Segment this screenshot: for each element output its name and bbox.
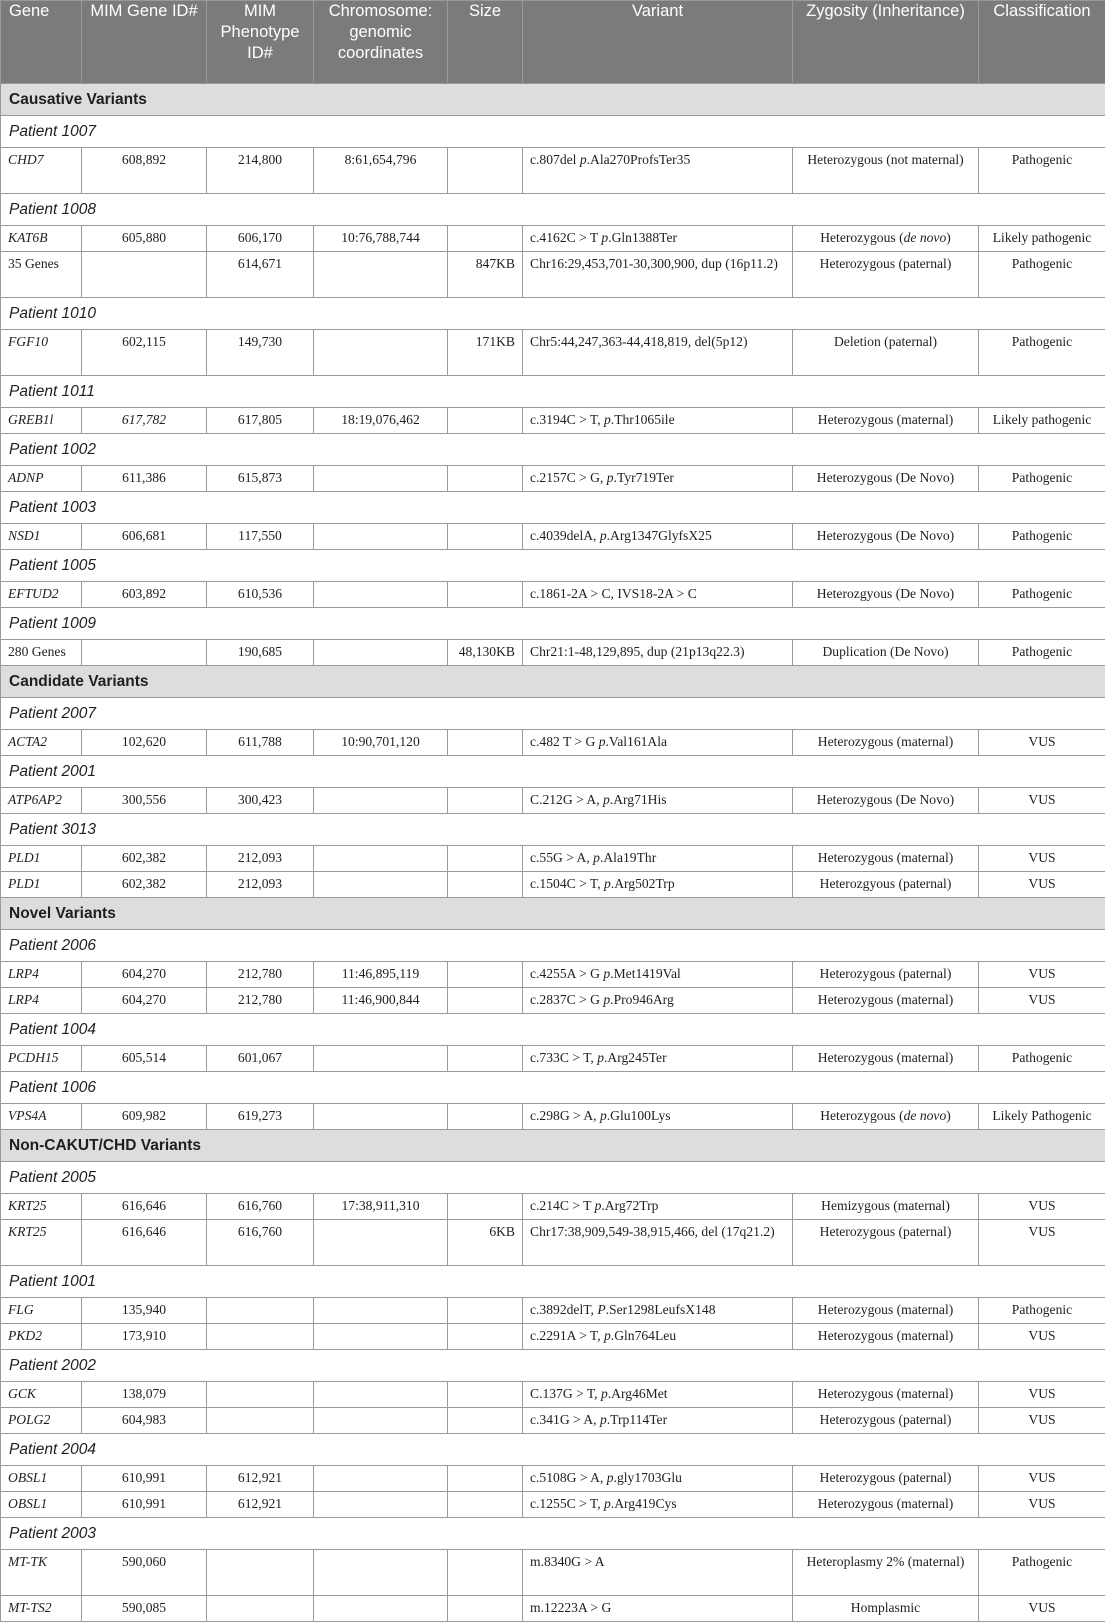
- section-header: [1, 898, 1105, 930]
- cell-chromosome: [314, 1046, 448, 1072]
- cell-mim-phenotype: 619,273: [207, 1104, 314, 1130]
- cell-chromosome: [314, 524, 448, 550]
- cell-variant: c.3892delT, P.Ser1298LeufsX148: [523, 1298, 793, 1324]
- cell-chromosome: [314, 466, 448, 492]
- patient-label: Patient 2001: [1, 756, 1105, 788]
- cell-mim-gene: 602,382: [82, 872, 207, 898]
- header-chromosome: Chromosome: genomic coordinates: [314, 1, 448, 84]
- cell-variant: c.482 T > G p.Val161Ala: [523, 730, 793, 756]
- cell-mim-gene: 616,646: [82, 1194, 207, 1220]
- cell-variant: c.2291A > T, p.Gln764Leu: [523, 1324, 793, 1350]
- cell-classification: Pathogenic: [979, 582, 1105, 608]
- patient-header: [1, 298, 1105, 330]
- cell-chromosome: [314, 872, 448, 898]
- cell-mim-phenotype: 117,550: [207, 524, 314, 550]
- section-title: Causative Variants: [1, 84, 1105, 116]
- cell-size: [448, 148, 523, 194]
- cell-mim-phenotype: 611,788: [207, 730, 314, 756]
- cell-mim-gene: 603,892: [82, 582, 207, 608]
- cell-variant: C.137G > T, p.Arg46Met: [523, 1382, 793, 1408]
- patient-label: Patient 2007: [1, 698, 1105, 730]
- cell-chromosome: 10:76,788,744: [314, 226, 448, 252]
- cell-classification: VUS: [979, 872, 1105, 898]
- table-row: [1, 1408, 1105, 1434]
- patient-header: [1, 1072, 1105, 1104]
- cell-gene: CHD7: [1, 148, 82, 194]
- section-header: [1, 1130, 1105, 1162]
- patient-header: [1, 492, 1105, 524]
- cell-gene: 35 Genes: [1, 252, 82, 298]
- cell-gene: NSD1: [1, 524, 82, 550]
- cell-size: 48,130KB: [448, 640, 523, 666]
- patient-header: [1, 1014, 1105, 1046]
- cell-size: [448, 788, 523, 814]
- patient-label: Patient 1008: [1, 194, 1105, 226]
- cell-gene: FLG: [1, 1298, 82, 1324]
- cell-chromosome: 11:46,900,844: [314, 988, 448, 1014]
- cell-zygosity: Heterozygous (maternal): [793, 730, 979, 756]
- patient-header: [1, 1266, 1105, 1298]
- cell-mim-phenotype: 616,760: [207, 1220, 314, 1266]
- cell-classification: VUS: [979, 1324, 1105, 1350]
- section-header: [1, 666, 1105, 698]
- cell-mim-phenotype: [207, 1596, 314, 1622]
- cell-chromosome: [314, 330, 448, 376]
- section-title: Novel Variants: [1, 898, 1105, 930]
- cell-classification: VUS: [979, 846, 1105, 872]
- cell-zygosity: Heterozygous (De Novo): [793, 466, 979, 492]
- cell-classification: Pathogenic: [979, 466, 1105, 492]
- cell-chromosome: [314, 1220, 448, 1266]
- table-row: [1, 524, 1105, 550]
- table-row: [1, 1104, 1105, 1130]
- header-size: Size: [448, 1, 523, 84]
- cell-size: [448, 226, 523, 252]
- patient-label: Patient 1010: [1, 298, 1105, 330]
- patient-header: [1, 1350, 1105, 1382]
- cell-variant: c.1861-2A > C, IVS18-2A > C: [523, 582, 793, 608]
- cell-zygosity: Heterozgyous (paternal): [793, 872, 979, 898]
- cell-chromosome: [314, 1324, 448, 1350]
- section-title: Candidate Variants: [1, 666, 1105, 698]
- cell-classification: Pathogenic: [979, 1550, 1105, 1596]
- header-classification: Classification: [979, 1, 1105, 84]
- table-row: [1, 148, 1105, 194]
- cell-mim-gene: 138,079: [82, 1382, 207, 1408]
- cell-gene: OBSL1: [1, 1492, 82, 1518]
- cell-mim-phenotype: 612,921: [207, 1492, 314, 1518]
- cell-size: [448, 988, 523, 1014]
- header-mim-gene: MIM Gene ID#: [82, 1, 207, 84]
- cell-zygosity: Heterozygous (maternal): [793, 988, 979, 1014]
- cell-mim-gene: 610,991: [82, 1492, 207, 1518]
- cell-gene: LRP4: [1, 962, 82, 988]
- cell-gene: LRP4: [1, 988, 82, 1014]
- cell-gene: ACTA2: [1, 730, 82, 756]
- patient-header: [1, 1434, 1105, 1466]
- cell-gene: FGF10: [1, 330, 82, 376]
- cell-mim-gene: 605,514: [82, 1046, 207, 1072]
- patient-label: Patient 1011: [1, 376, 1105, 408]
- cell-chromosome: [314, 1466, 448, 1492]
- cell-chromosome: [314, 1492, 448, 1518]
- cell-mim-phenotype: [207, 1550, 314, 1596]
- cell-chromosome: 8:61,654,796: [314, 148, 448, 194]
- cell-gene: 280 Genes: [1, 640, 82, 666]
- cell-gene: MT-TK: [1, 1550, 82, 1596]
- cell-gene: PLD1: [1, 846, 82, 872]
- table-row: [1, 1466, 1105, 1492]
- cell-variant: c.807del p.Ala270ProfsTer35: [523, 148, 793, 194]
- cell-size: [448, 1492, 523, 1518]
- cell-zygosity: Heteroplasmy 2% (maternal): [793, 1550, 979, 1596]
- cell-mim-phenotype: 300,423: [207, 788, 314, 814]
- cell-mim-phenotype: 616,760: [207, 1194, 314, 1220]
- cell-size: [448, 1194, 523, 1220]
- table-row: [1, 872, 1105, 898]
- cell-gene: KRT25: [1, 1194, 82, 1220]
- cell-variant: c.5108G > A, p.gly1703Glu: [523, 1466, 793, 1492]
- cell-mim-phenotype: [207, 1382, 314, 1408]
- cell-variant: m.12223A > G: [523, 1596, 793, 1622]
- cell-gene: POLG2: [1, 1408, 82, 1434]
- cell-size: [448, 1466, 523, 1492]
- table-row: [1, 988, 1105, 1014]
- cell-size: [448, 1596, 523, 1622]
- cell-mim-gene: 604,270: [82, 962, 207, 988]
- cell-zygosity: Hemizygous (maternal): [793, 1194, 979, 1220]
- cell-mim-phenotype: 212,093: [207, 846, 314, 872]
- cell-classification: Likely Pathogenic: [979, 1104, 1105, 1130]
- cell-mim-gene: 617,782: [82, 408, 207, 434]
- cell-variant: c.733C > T, p.Arg245Ter: [523, 1046, 793, 1072]
- table-row: [1, 1194, 1105, 1220]
- cell-size: [448, 846, 523, 872]
- cell-zygosity: Heterozygous (paternal): [793, 1466, 979, 1492]
- table-row: [1, 1596, 1105, 1622]
- table-row: [1, 466, 1105, 492]
- cell-zygosity: Heterozgyous (De Novo): [793, 582, 979, 608]
- table-row: [1, 408, 1105, 434]
- table-row: [1, 1492, 1105, 1518]
- cell-chromosome: 18:19,076,462: [314, 408, 448, 434]
- cell-zygosity: Heterozygous (De Novo): [793, 524, 979, 550]
- patient-header: [1, 434, 1105, 466]
- cell-zygosity: Heterozygous (de novo): [793, 1104, 979, 1130]
- cell-mim-gene: 590,085: [82, 1596, 207, 1622]
- cell-mim-phenotype: [207, 1408, 314, 1434]
- cell-size: [448, 962, 523, 988]
- table-row: [1, 788, 1105, 814]
- cell-variant: c.298G > A, p.Glu100Lys: [523, 1104, 793, 1130]
- patient-header: [1, 756, 1105, 788]
- cell-classification: Pathogenic: [979, 252, 1105, 298]
- cell-mim-gene: 135,940: [82, 1298, 207, 1324]
- cell-size: [448, 582, 523, 608]
- cell-classification: VUS: [979, 1194, 1105, 1220]
- cell-mim-phenotype: 212,780: [207, 988, 314, 1014]
- cell-gene: KAT6B: [1, 226, 82, 252]
- cell-classification: Pathogenic: [979, 524, 1105, 550]
- cell-mim-phenotype: 612,921: [207, 1466, 314, 1492]
- cell-zygosity: Heterozygous (paternal): [793, 252, 979, 298]
- cell-mim-phenotype: 614,671: [207, 252, 314, 298]
- cell-size: [448, 872, 523, 898]
- cell-zygosity: Heterozygous (paternal): [793, 962, 979, 988]
- cell-gene: ADNP: [1, 466, 82, 492]
- cell-variant: c.4039delA, p.Arg1347GlyfsX25: [523, 524, 793, 550]
- table-row: [1, 1550, 1105, 1596]
- cell-classification: Pathogenic: [979, 1046, 1105, 1072]
- patient-label: Patient 1007: [1, 116, 1105, 148]
- cell-classification: VUS: [979, 1596, 1105, 1622]
- header-variant: Variant: [523, 1, 793, 84]
- cell-classification: Likely pathogenic: [979, 408, 1105, 434]
- cell-chromosome: [314, 252, 448, 298]
- patient-header: [1, 194, 1105, 226]
- patient-header: [1, 116, 1105, 148]
- cell-classification: VUS: [979, 1492, 1105, 1518]
- cell-classification: Pathogenic: [979, 330, 1105, 376]
- cell-size: [448, 1298, 523, 1324]
- cell-chromosome: [314, 788, 448, 814]
- cell-gene: KRT25: [1, 1220, 82, 1266]
- cell-mim-gene: 590,060: [82, 1550, 207, 1596]
- cell-size: 6KB: [448, 1220, 523, 1266]
- cell-zygosity: Heterozygous (maternal): [793, 1298, 979, 1324]
- table-row: [1, 1220, 1105, 1266]
- cell-zygosity: Heterozygous (maternal): [793, 408, 979, 434]
- cell-size: 171KB: [448, 330, 523, 376]
- cell-size: [448, 466, 523, 492]
- patient-label: Patient 1001: [1, 1266, 1105, 1298]
- header-mim-phenotype: MIM Phenotype ID#: [207, 1, 314, 84]
- cell-classification: VUS: [979, 962, 1105, 988]
- cell-mim-phenotype: 615,873: [207, 466, 314, 492]
- cell-chromosome: 11:46,895,119: [314, 962, 448, 988]
- cell-chromosome: 10:90,701,120: [314, 730, 448, 756]
- patient-label: Patient 2002: [1, 1350, 1105, 1382]
- cell-zygosity: Heterozygous (paternal): [793, 1220, 979, 1266]
- cell-classification: Pathogenic: [979, 640, 1105, 666]
- cell-mim-gene: 300,556: [82, 788, 207, 814]
- patient-header: [1, 1162, 1105, 1194]
- cell-variant: c.4162C > T p.Gln1388Ter: [523, 226, 793, 252]
- cell-mim-gene: 609,982: [82, 1104, 207, 1130]
- cell-variant: Chr21:1-48,129,895, dup (21p13q22.3): [523, 640, 793, 666]
- cell-zygosity: Heterozygous (de novo): [793, 226, 979, 252]
- header-zygosity: Zygosity (Inheritance): [793, 1, 979, 84]
- cell-gene: ATP6AP2: [1, 788, 82, 814]
- cell-zygosity: Homplasmic: [793, 1596, 979, 1622]
- cell-variant: c.2837C > G p.Pro946Arg: [523, 988, 793, 1014]
- cell-chromosome: 17:38,911,310: [314, 1194, 448, 1220]
- cell-size: [448, 1550, 523, 1596]
- cell-mim-gene: 605,880: [82, 226, 207, 252]
- patient-label: Patient 1009: [1, 608, 1105, 640]
- cell-classification: VUS: [979, 788, 1105, 814]
- cell-mim-gene: 616,646: [82, 1220, 207, 1266]
- cell-zygosity: Deletion (paternal): [793, 330, 979, 376]
- cell-variant: C.212G > A, p.Arg71His: [523, 788, 793, 814]
- cell-chromosome: [314, 1298, 448, 1324]
- cell-mim-phenotype: 214,800: [207, 148, 314, 194]
- cell-classification: VUS: [979, 1382, 1105, 1408]
- cell-chromosome: [314, 640, 448, 666]
- cell-mim-gene: 608,892: [82, 148, 207, 194]
- patient-label: Patient 3013: [1, 814, 1105, 846]
- cell-variant: c.1504C > T, p.Arg502Trp: [523, 872, 793, 898]
- patient-header: [1, 814, 1105, 846]
- cell-gene: PLD1: [1, 872, 82, 898]
- cell-variant: Chr17:38,909,549-38,915,466, del (17q21.2): [523, 1220, 793, 1266]
- cell-mim-gene: 610,991: [82, 1466, 207, 1492]
- cell-chromosome: [314, 1550, 448, 1596]
- cell-variant: c.2157C > G, p.Tyr719Ter: [523, 466, 793, 492]
- cell-chromosome: [314, 1408, 448, 1434]
- cell-variant: c.214C > T p.Arg72Trp: [523, 1194, 793, 1220]
- cell-mim-gene: 602,115: [82, 330, 207, 376]
- cell-zygosity: Heterozygous (paternal): [793, 1408, 979, 1434]
- patient-header: [1, 930, 1105, 962]
- cell-zygosity: Heterozygous (maternal): [793, 1046, 979, 1072]
- cell-mim-phenotype: 610,536: [207, 582, 314, 608]
- patient-label: Patient 1004: [1, 1014, 1105, 1046]
- cell-zygosity: Heterozygous (maternal): [793, 1324, 979, 1350]
- cell-zygosity: Heterozygous (not maternal): [793, 148, 979, 194]
- header-gene: Gene: [1, 1, 82, 84]
- cell-zygosity: Heterozygous (De Novo): [793, 788, 979, 814]
- cell-classification: Pathogenic: [979, 148, 1105, 194]
- cell-size: [448, 1104, 523, 1130]
- cell-size: [448, 524, 523, 550]
- patient-header: [1, 376, 1105, 408]
- cell-size: [448, 730, 523, 756]
- cell-variant: Chr16:29,453,701-30,300,900, dup (16p11.2): [523, 252, 793, 298]
- cell-variant: m.8340G > A: [523, 1550, 793, 1596]
- cell-chromosome: [314, 1596, 448, 1622]
- cell-mim-gene: 102,620: [82, 730, 207, 756]
- table-row: [1, 846, 1105, 872]
- cell-mim-gene: 173,910: [82, 1324, 207, 1350]
- cell-mim-phenotype: 190,685: [207, 640, 314, 666]
- table-row: [1, 1324, 1105, 1350]
- cell-gene: OBSL1: [1, 1466, 82, 1492]
- cell-size: [448, 1382, 523, 1408]
- table-row: [1, 962, 1105, 988]
- patient-header: [1, 1518, 1105, 1550]
- patient-label: Patient 1006: [1, 1072, 1105, 1104]
- cell-mim-gene: [82, 252, 207, 298]
- table-row: [1, 252, 1105, 298]
- cell-size: [448, 1408, 523, 1434]
- cell-mim-phenotype: 212,780: [207, 962, 314, 988]
- cell-variant: Chr5:44,247,363-44,418,819, del(5p12): [523, 330, 793, 376]
- table-row: [1, 1046, 1105, 1072]
- cell-mim-phenotype: 149,730: [207, 330, 314, 376]
- cell-classification: VUS: [979, 1408, 1105, 1434]
- cell-mim-gene: [82, 640, 207, 666]
- cell-gene: GCK: [1, 1382, 82, 1408]
- cell-chromosome: [314, 1382, 448, 1408]
- cell-chromosome: [314, 582, 448, 608]
- cell-mim-gene: 604,983: [82, 1408, 207, 1434]
- cell-size: [448, 1046, 523, 1072]
- table-row: [1, 330, 1105, 376]
- cell-chromosome: [314, 1104, 448, 1130]
- cell-mim-gene: 606,681: [82, 524, 207, 550]
- table-row: [1, 730, 1105, 756]
- cell-zygosity: Duplication (De Novo): [793, 640, 979, 666]
- section-header: [1, 84, 1105, 116]
- cell-mim-gene: 602,382: [82, 846, 207, 872]
- cell-mim-gene: 604,270: [82, 988, 207, 1014]
- cell-classification: Pathogenic: [979, 1298, 1105, 1324]
- patient-header: [1, 550, 1105, 582]
- table-row: [1, 1382, 1105, 1408]
- patient-label: Patient 1003: [1, 492, 1105, 524]
- cell-size: 847KB: [448, 252, 523, 298]
- cell-classification: VUS: [979, 1220, 1105, 1266]
- cell-classification: VUS: [979, 730, 1105, 756]
- cell-variant: c.55G > A, p.Ala19Thr: [523, 846, 793, 872]
- cell-mim-phenotype: [207, 1324, 314, 1350]
- cell-gene: MT-TS2: [1, 1596, 82, 1622]
- cell-mim-phenotype: [207, 1298, 314, 1324]
- cell-variant: c.4255A > G p.Met1419Val: [523, 962, 793, 988]
- cell-zygosity: Heterozygous (maternal): [793, 1492, 979, 1518]
- cell-size: [448, 1324, 523, 1350]
- cell-gene: EFTUD2: [1, 582, 82, 608]
- cell-mim-gene: 611,386: [82, 466, 207, 492]
- table-row: [1, 582, 1105, 608]
- table-row: [1, 640, 1105, 666]
- patient-header: [1, 698, 1105, 730]
- patient-header: [1, 608, 1105, 640]
- cell-variant: c.341G > A, p.Trp114Ter: [523, 1408, 793, 1434]
- cell-mim-phenotype: 601,067: [207, 1046, 314, 1072]
- cell-gene: VPS4A: [1, 1104, 82, 1130]
- cell-zygosity: Heterozygous (maternal): [793, 846, 979, 872]
- cell-gene: PKD2: [1, 1324, 82, 1350]
- cell-classification: Likely pathogenic: [979, 226, 1105, 252]
- cell-mim-phenotype: 617,805: [207, 408, 314, 434]
- section-title: Non-CAKUT/CHD Variants: [1, 1130, 1105, 1162]
- patient-label: Patient 2004: [1, 1434, 1105, 1466]
- cell-mim-phenotype: 212,093: [207, 872, 314, 898]
- cell-variant: c.1255C > T, p.Arg419Cys: [523, 1492, 793, 1518]
- cell-chromosome: [314, 846, 448, 872]
- cell-variant: c.3194C > T, p.Thr1065ile: [523, 408, 793, 434]
- patient-label: Patient 2006: [1, 930, 1105, 962]
- table-body: [1, 84, 1105, 1622]
- header-row: [1, 1, 1105, 84]
- cell-size: [448, 408, 523, 434]
- cell-classification: VUS: [979, 988, 1105, 1014]
- cell-gene: PCDH15: [1, 1046, 82, 1072]
- cell-classification: VUS: [979, 1466, 1105, 1492]
- table-row: [1, 1298, 1105, 1324]
- patient-label: Patient 1005: [1, 550, 1105, 582]
- cell-mim-phenotype: 606,170: [207, 226, 314, 252]
- patient-label: Patient 1002: [1, 434, 1105, 466]
- cell-gene: GREB1l: [1, 408, 82, 434]
- patient-label: Patient 2005: [1, 1162, 1105, 1194]
- table-row: [1, 226, 1105, 252]
- cell-zygosity: Heterozygous (maternal): [793, 1382, 979, 1408]
- patient-label: Patient 2003: [1, 1518, 1105, 1550]
